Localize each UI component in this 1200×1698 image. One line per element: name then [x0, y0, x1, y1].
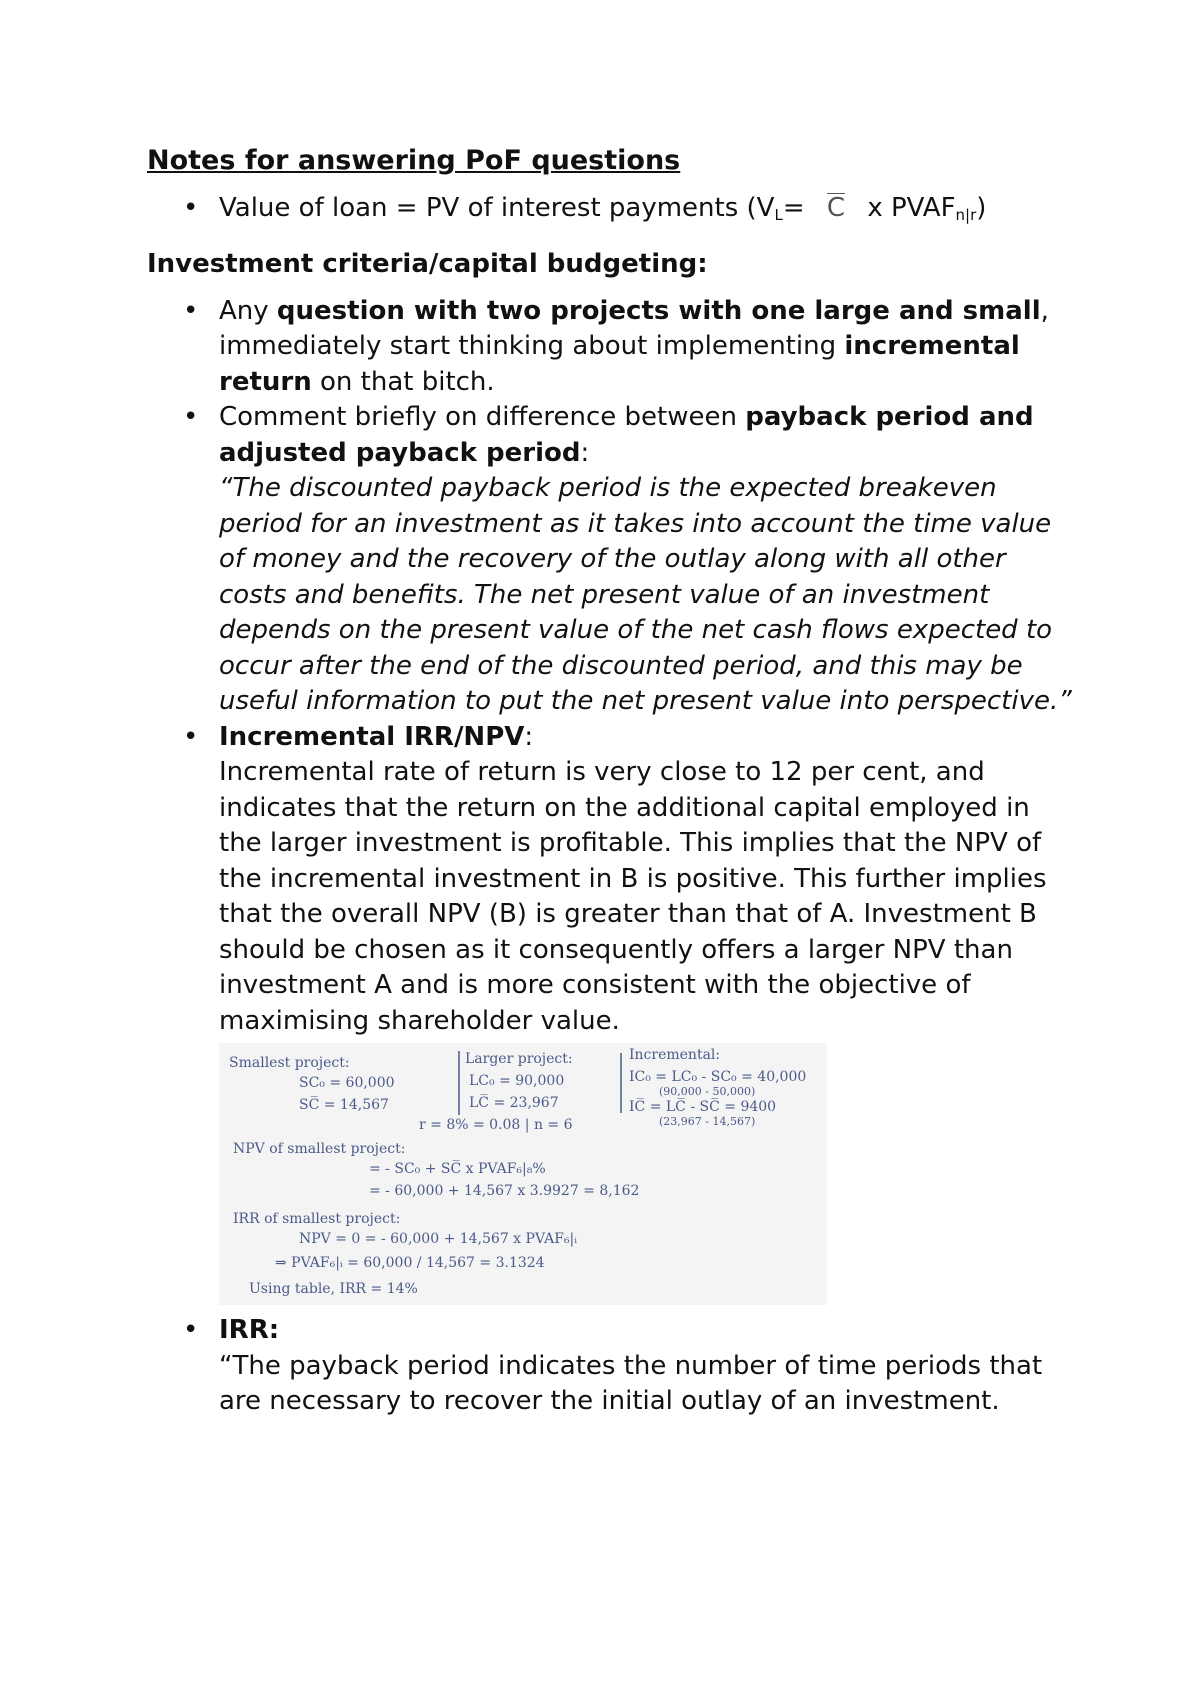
hw-i3: ⇒ PVAF₆|ᵢ = 60,000 / 14,567 = 3.1324	[275, 1255, 545, 1271]
b2-bold-1: payback period and adjusted payback period	[219, 402, 1034, 468]
b2-text-1: Comment briefly on difference between	[219, 402, 746, 432]
hw-r2c: IC̅ = LC̅ - SC̅ = 9400	[629, 1099, 777, 1115]
b3-colon: :	[524, 721, 534, 752]
handwritten-notes-image	[219, 1043, 827, 1305]
loan-eq: =	[782, 193, 805, 223]
loan-text: Value of loan = PV of interest payments (V	[219, 193, 775, 223]
list-item-irr	[147, 1313, 1077, 1420]
c-bar-symbol: C	[827, 191, 845, 227]
hw-i2: NPV = 0 = - 60,000 + 14,567 x PVAF₆|ᵢ	[299, 1231, 578, 1247]
hw-r1a: SC₀ = 60,000	[299, 1075, 395, 1091]
hw-i1: IRR of smallest project:	[233, 1211, 401, 1227]
hw-r2a: SC̅ = 14,567	[299, 1097, 389, 1113]
hw-n2: = - SC₀ + SC̅ x PVAF₆|₈%	[369, 1161, 546, 1177]
bullet-icon: •	[183, 402, 199, 432]
loan-list	[147, 191, 1077, 234]
hw-r1d: (90,000 - 50,000)	[659, 1085, 756, 1098]
hw-heading-incremental: Incremental:	[629, 1047, 721, 1063]
loan-sub-nr: n|r	[955, 206, 977, 224]
b3-body: Incremental rate of return is very close to 12 per cent, and indicates that the return on the additional capital employed in the larger investment is profitable. This implies that the NPV of the incremental investment in B is positive. This further implies that the overall NPV (B) is greater than that of A. Investment B should be chosen as it consequently offers a larger NPV than investment A and is more consistent with the objective of maximising shareholder value.	[219, 757, 1047, 1036]
hw-n1: NPV of smallest project:	[233, 1141, 406, 1157]
b1-text-3: on that bitch.	[311, 366, 495, 397]
hw-r2b: LC̅ = 23,967	[469, 1095, 559, 1111]
bullet-icon: •	[183, 721, 199, 752]
document-content	[147, 143, 1077, 1420]
list-item-payback	[147, 400, 1077, 720]
bullet-icon: •	[183, 295, 199, 326]
b1-text-2: , immediately start thinking about implementing	[219, 295, 1049, 361]
hw-r1c: IC₀ = LC₀ - SC₀ = 40,000	[629, 1069, 807, 1085]
loan-suffix: )	[976, 193, 987, 223]
hw-r1b: LC₀ = 90,000	[469, 1073, 565, 1089]
hw-i4: Using table, IRR = 14%	[249, 1281, 418, 1297]
page-title: Notes for answering PoF questions	[147, 145, 681, 176]
investment-heading: Investment criteria/capital budgeting:	[147, 248, 708, 279]
loan-mid: x PVAF	[867, 193, 956, 223]
b2-quote: “The discounted payback period is the expected breakeven period for an investment as it takes into account the time value of money and the recovery of the outlay along with all other costs and benefits. The net present value of an investment depends on the present value of the net cash flows expected to occur after the end of the discounted period, and this may be useful information to put the net present value into perspective.”	[219, 473, 1072, 716]
b4-body: “The payback period indicates the number of time periods that are necessary to recover the initial outlay of an investment.	[219, 1350, 1043, 1416]
loan-sub-l: L	[774, 206, 783, 224]
list-item-loan	[147, 191, 1077, 234]
bullet-icon: •	[183, 1315, 199, 1345]
list-item-incremental	[147, 720, 1077, 1306]
investment-list	[147, 294, 1077, 1420]
b2-text-2: :	[580, 437, 590, 468]
b1-text-1: Any	[219, 295, 277, 326]
bullet-icon: •	[183, 193, 199, 223]
list-item-two-projects	[147, 294, 1077, 401]
b4-bold: IRR:	[219, 1315, 280, 1345]
hw-r2d: (23,967 - 14,567)	[659, 1115, 756, 1128]
hw-heading-large: Larger project:	[465, 1051, 573, 1067]
b1-bold-2: incremental return	[219, 331, 1020, 397]
b3-bold: Incremental IRR/NPV	[219, 721, 525, 752]
hw-heading-small: Smallest project:	[229, 1055, 350, 1071]
b1-bold-1: question with two projects with one large and small	[276, 295, 1041, 326]
hw-n3: = - 60,000 + 14,567 x 3.9927 = 8,162	[369, 1183, 640, 1199]
hw-r3: r = 8% = 0.08 | n = 6	[419, 1117, 573, 1133]
